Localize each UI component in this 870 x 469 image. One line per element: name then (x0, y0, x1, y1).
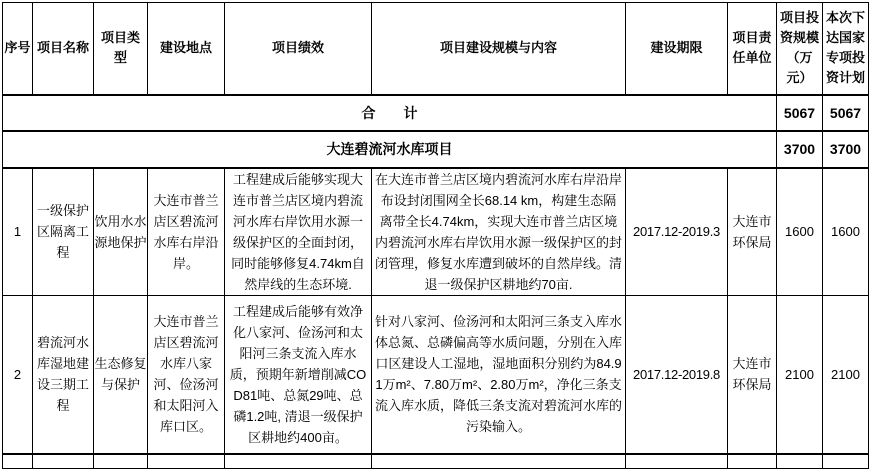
table-row (3, 295, 869, 454)
cell-project-name: 碧流河水库湿地建设三期工程 (33, 295, 94, 454)
header-construction-site: 建设地点 (148, 3, 225, 95)
cell-project-name: 一级保护区隔离工程 (33, 168, 94, 296)
cell-national-plan: 2100 (823, 295, 869, 454)
document-page (0, 2, 870, 469)
total-plan-cell: 5067 (823, 95, 869, 131)
cell-project-performance: 工程建成后能够实现大连市普兰店区境内碧流河水库右岸饮用水源一级保护区的全面封闭，同时能够修复4.74km自然岸线的生态环境. (225, 168, 372, 296)
header-investment-scale: 项目投资规模（万元） (777, 3, 823, 95)
section-label-cell: 大连碧流河水库项目 (3, 131, 777, 168)
cell-responsible-unit: 大连市环保局 (728, 168, 777, 296)
cell-serial-number: 2 (3, 295, 33, 454)
cell-serial-number: 1 (3, 168, 33, 296)
cell-investment-scale: 2100 (777, 295, 823, 454)
header-scale-and-content: 项目建设规模与内容 (372, 3, 626, 95)
cell-construction-period: 2017.12-2019.3 (626, 168, 728, 296)
cell-responsible-unit: 大连市环保局 (728, 295, 777, 454)
cell-scale-and-content: 针对八家河、俭汤河和太阳河三条支入库水体总氮、总磷偏高等水质问题，分别在入库口区建设人工湿地，湿地面积分别约为84.91万m²、7.80万m²、2.80万m²，净化三条支流入库水质，降低三条支流对碧流河水库的污染输入。 (372, 295, 626, 454)
header-national-plan: 本次下达国家专项投资计划 (823, 3, 869, 95)
header-project-performance: 项目绩效 (225, 3, 372, 95)
header-project-name: 项目名称 (33, 3, 94, 95)
header-project-type: 项目类型 (94, 3, 148, 95)
cell-construction-site: 大连市普兰店区碧流河水库八家河、俭汤河和太阳河入库口区。 (148, 295, 225, 454)
table-row (3, 168, 869, 296)
cell-national-plan: 1600 (823, 168, 869, 296)
cell-project-type: 饮用水水源地保护 (94, 168, 148, 296)
cell-scale-and-content: 在大连市普兰店区境内碧流河水库右岸沿岸布设封闭围网全长68.14 km，构建生态隔离带全长4.74km，实现大连市普兰店区境内碧流河水库右岸饮用水源一级保护区的封闭管理，修复水库遭到破坏的自然岸线。清退一级保护区耕地约70亩. (372, 168, 626, 296)
section-plan-cell: 3700 (823, 131, 869, 168)
cell-construction-site: 大连市普兰店区碧流河水库右岸沿岸。 (148, 168, 225, 296)
header-responsible-unit: 项目责任单位 (728, 3, 777, 95)
projects-table (2, 2, 869, 469)
header-serial-number: 序号 (3, 3, 33, 95)
cell-project-performance: 工程建成后能够有效净化八家河、俭汤河和太阳河三条支流入库水质，预期年新增削减COD81吨、总氮29吨、总磷1.2吨, 清退一级保护区耕地约400亩。 (225, 295, 372, 454)
total-label-cell: 合 计 (3, 95, 777, 131)
total-investment-cell: 5067 (777, 95, 823, 131)
clipped-next-row (3, 454, 869, 468)
header-construction-period: 建设期限 (626, 3, 728, 95)
cell-investment-scale: 1600 (777, 168, 823, 296)
table-header-row (3, 3, 869, 95)
total-row (3, 95, 869, 131)
section-investment-cell: 3700 (777, 131, 823, 168)
section-row-biliuhe (3, 131, 869, 168)
cell-project-type: 生态修复与保护 (94, 295, 148, 454)
cell-construction-period: 2017.12-2019.8 (626, 295, 728, 454)
